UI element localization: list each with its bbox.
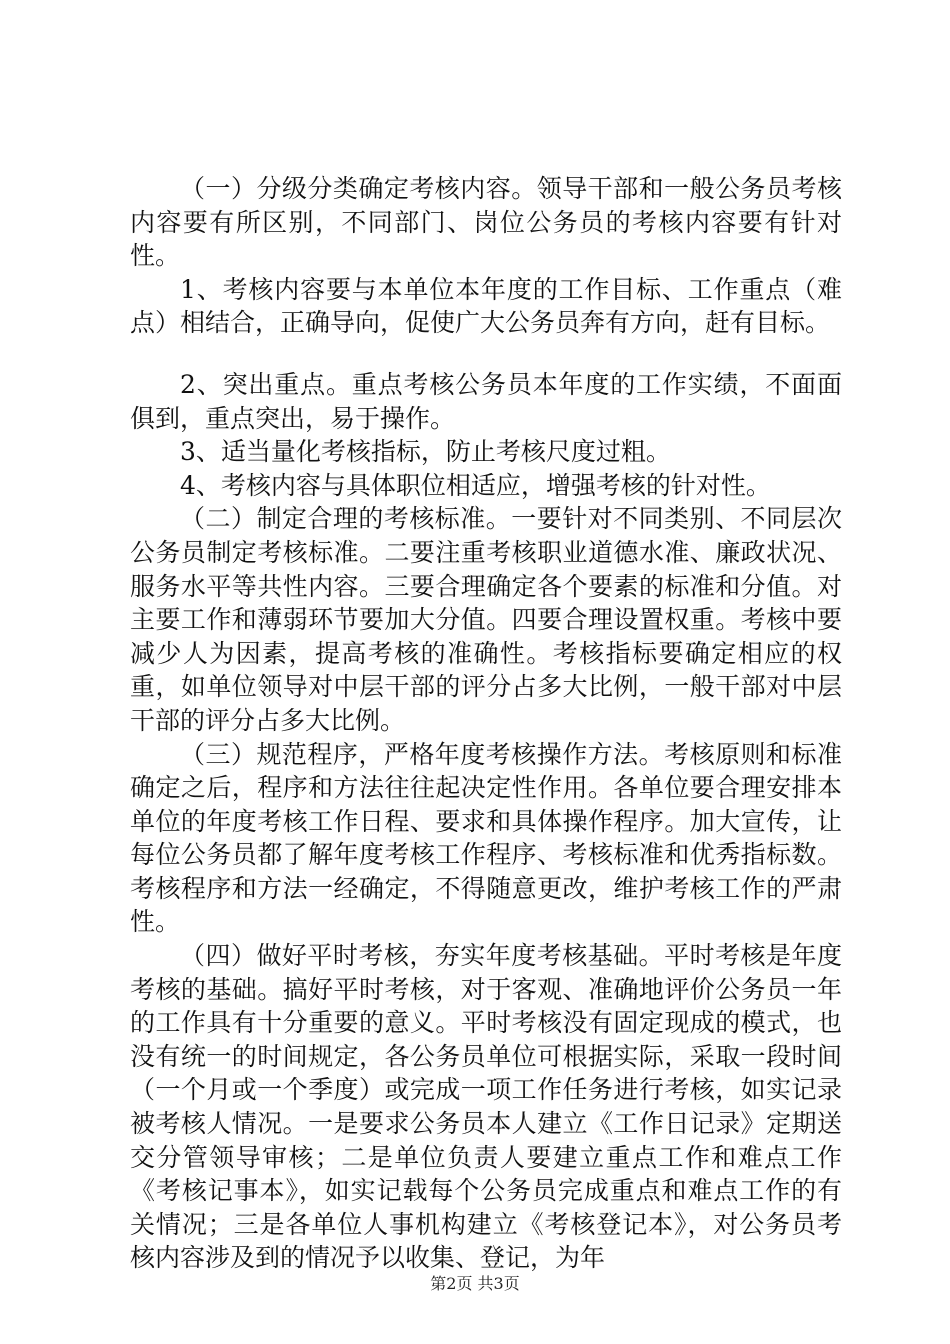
- paragraph-3: 2、突出重点。重点考核公务员本年度的工作实绩，不面面俱到，重点突出，易于操作。: [130, 369, 842, 433]
- paragraph-5: 4、考核内容与具体职位相适应，增强考核的针对性。: [180, 470, 771, 500]
- paragraph-2: 1、考核内容要与本单位本年度的工作目标、工作重点（难点）相结合，正确导向，促使广大公务员奔有方向，赶有目标。: [130, 274, 842, 338]
- paragraph-6: （二）制定合理的考核标准。一要针对不同类别、不同层次公务员制定考核标准。二要注重考核职业道德水准、廉政状况、服务水平等共性内容。三要合理确定各个要素的标准和分值。对主要工作和薄弱环节要加大分值。四要合理设置权重。考核中要减少人为因素，提高考核的准确性。考核指标要确定相应的权重，如单位领导对中层干部的评分占多大比例，一般干部对中层干部的评分占多大比例。: [130, 504, 842, 735]
- paragraph-4: 3、适当量化考核指标，防止考核尺度过粗。: [180, 437, 671, 467]
- paragraph-8: （四）做好平时考核，夯实年度考核基础。平时考核是年度考核的基础。搞好平时考核，对于客观、准确地评价公务员一年的工作具有十分重要的意义。平时考核没有固定现成的模式，也没有统一的时间规定，各公务员单位可根据实际，采取一段时间（一个月或一个季度）或完成一项工作任务进行考核，如实记录被考核人情况。一是要求公务员本人建立《工作日记录》定期送交分管领导审核；二是单位负责人要建立重点工作和难点工作《考核记事本》，如实记载每个公务员完成重点和难点工作的有关情况；三是各单位人事机构建立《考核登记本》，对公务员考核内容涉及到的情况予以收集、登记，为年: [130, 941, 842, 1273]
- paragraph-7: （三）规范程序，严格年度考核操作方法。考核原则和标准确定之后，程序和方法往往起决定性作用。各单位要合理安排本单位的年度考核工作日程、要求和具体操作程序。加大宣传，让每位公务员都了解年度考核工作程序、考核标准和优秀指标数。考核程序和方法一经确定，不得随意更改，维护考核工作的严肃性。: [130, 739, 842, 937]
- page-footer: 第2页 共3页: [430, 1274, 520, 1293]
- paragraph-1: （一）分级分类确定考核内容。领导干部和一般公务员考核内容要有所区别，不同部门、岗位公务员的考核内容要有针对性。: [130, 174, 842, 271]
- document-body: [130, 172, 842, 1275]
